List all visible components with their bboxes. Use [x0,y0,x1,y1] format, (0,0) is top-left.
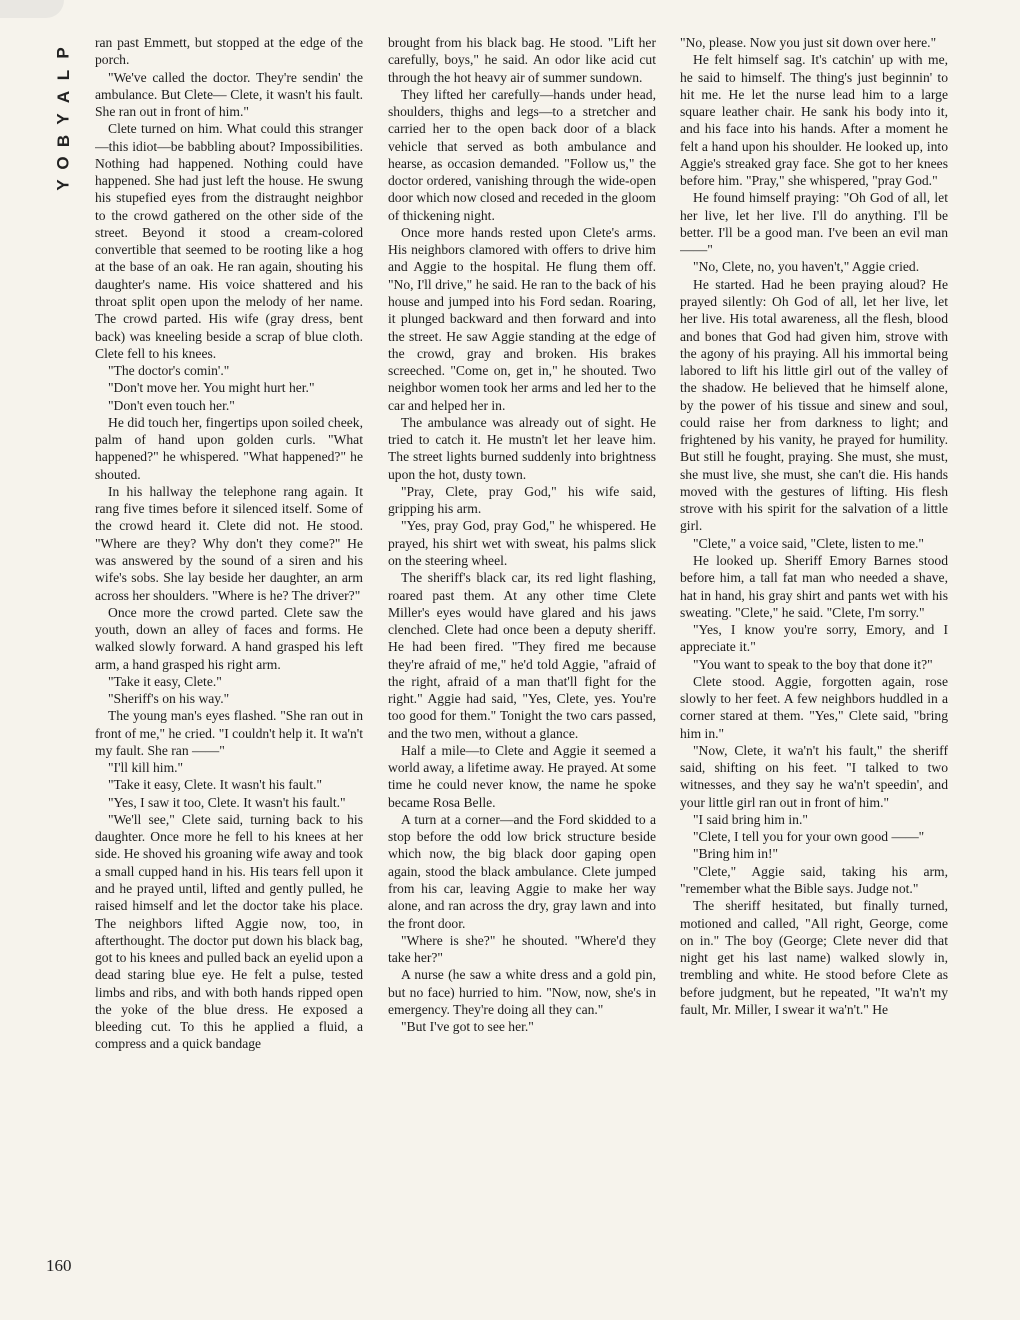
body-paragraph: "No, Clete, no, you haven't," Aggie cried. [693,259,920,275]
body-paragraph: Clete stood. Aggie, forgotten again, rose slowly to her feet. A few neighbors huddled in a corner stared at them. "Yes," Clete said, "bring him in." [680,673,948,741]
page-number: 160 [46,1256,72,1275]
body-paragraph: "We'll see," Clete said, turning back to his daughter. Once more he fell to his knees at her side. He shoved his groaning wife away and took a small cupped hand in his. His tears fell upon it and he prayed until, lifted and gently pulled, he raised himself and let the doctor take his place. The neighbors lifted Aggie now, too, in afterthought. The doctor put down his black bag, got to his knees and pulled back an eyelid upon a dead staring blue eye. He felt a pulse, tested limbs and ribs, and with both hands ripped open the yoke of the blue dress. He exposed a bleeding cut. To this he applied a fluid, a compress and a quick bandage [95,811,363,1052]
body-paragraph: "Pray, Clete, pray God," his wife said, gripping his arm. [388,483,656,517]
body-paragraph: "We've called the doctor. They're sendin' the ambulance. But Clete— Clete, it wasn't his fault. She ran out in front of him." [95,69,363,120]
body-paragraph: The sheriff hesitated, but finally turned, motioned and called, "All right, George, come on in." The boy (George; Clete never did that night get his last name) walked slowly in, trembling and white. He stood before Clete as before judgment, but he repeated, "It wa'n't my fault, Mr. Miller, I swear it wa'n't." He [680,898,948,1017]
body-paragraph: "Yes, pray God, pray God," he whispered. He prayed, his shirt wet with sweat, his palms slick on the steering wheel. [388,518,656,568]
body-paragraph: Half a mile—to Clete and Aggie it seemed a world away, a lifetime away. He prayed. At some time he could never know, the name he spoke became Rosa Belle. [388,742,656,810]
body-paragraph: They lifted her carefully—hands under head, shoulders, thighs and legs—to a stretcher and carried her to the open back door of a black vehicle that served as both ambulance and hearse, as occasion demanded. "Follow us," the doctor ordered, vanishing through the wide-open door which now closed and receded in the gloom of thickening night. [388,86,656,223]
body-paragraph: "Clete," Aggie said, taking his arm, "remember what the Bible says. Judge not." [680,863,948,897]
masthead-letter: B [54,134,73,148]
body-paragraph: "I said bring him in." [693,811,808,827]
body-paragraph: The young man's eyes flashed. "She ran out in front of me," he cried. "I couldn't help it. It wa'n't my fault. She ran ——" [95,708,363,758]
text-column-1 [95,34,363,1284]
body-paragraph: "No, please. Now you just sit down over here." [680,35,937,50]
body-paragraph: "You want to speak to the boy that done it?" [693,656,933,672]
body-paragraph: "Where is she?" he shouted. "Where'd they take her?" [388,932,656,966]
masthead-letter: Y [54,179,73,191]
body-paragraph: In his hallway the telephone rang again. It rang five times before it silenced itself. Some of the crowd heard it. Clete did not. He stood. "Where are they? Why don't they come?" He was answered by the sound of a siren and his wife's sobs. She lay beside her daughter, an arm across her shoulders. "Where is he? The driver?" [95,483,363,603]
body-paragraph: "The doctor's comin'." [108,363,230,379]
body-paragraph: "Yes, I know you're sorry, Emory, and I appreciate it." [680,622,948,655]
body-paragraph: brought from his black bag. He stood. "Lift her carefully, boys," he said. An odor like acid cut through the hot heavy air of summer sundown. [388,35,656,85]
corner-decoration [0,0,64,18]
body-paragraph: He started. Had he been praying aloud? He prayed silently: Oh God of all, let her live, let her live. His total awareness, all the flesh, blood and bones that God had given him, strove with the agony of his praying. All his immortal being labored to lift his little girl out of the valley of the shadow. He believed that he himself alone, by the power of his tissue and sinew and soul, could raise her from darkness to light; and frightened by his vanity, he prayed for humility. But still he fought, praying. She must, she must, she must live, she must, she can't die. His hands moved with the gestures of lifting. His flesh strove with his spirit for the salvation of a little girl. [680,276,948,534]
body-paragraph: "Yes, I saw it too, Clete. It wasn't his fault." [108,794,346,810]
body-paragraph: "Take it easy, Clete." [108,673,222,689]
body-paragraph: He did touch her, fingertips upon soiled cheek, palm of hand upon golden curls. "What happened?" he whispered. "What happened?" he shouted. [95,414,363,482]
body-paragraph: "Clete," a voice said, "Clete, listen to me." [693,535,924,551]
body-paragraph: "Sheriff's on his way." [108,691,230,707]
body-paragraph: Once more the crowd parted. Clete saw the youth, down an alley of faces and forms. He walked slowly forward. A hand grasped his left arm, a hand grasped his right arm. [95,604,363,672]
body-paragraph: "Bring him in!" [693,846,779,862]
body-paragraph: Clete turned on him. What could this stranger—this idiot—be babbling about? Impossibilities. Nothing had happened. Nothing could have happened. She had just left the house. He swung his stupefied eyes from the distraught neighbor to the crowd gathered on the other side of the street. Beyond it stood a cream-colored convertible that seemed to be rooting like a hog at the base of an oak. He ran again, shouting his daughter's name. His voice shattered and his throat split open upon the melody of her name. The crowd parted. His wife (gray dress, bent back) was kneeling beside a scrap of blue cloth. Clete fell to his knees. [95,121,363,361]
masthead-letter: O [53,156,73,170]
body-paragraph: "Clete, I tell you for your own good ——" [693,829,925,845]
body-paragraph: "Don't even touch her." [108,397,235,413]
body-paragraph: ran past Emmett, but stopped at the edge of the porch. [95,35,363,68]
masthead-text [64,42,65,43]
body-paragraph: A nurse (he saw a white dress and a gold pin, but no face) hurried to him. "Now, now, she's in emergency. They're doing all they can." [388,967,656,1017]
body-paragraph: The ambulance was already out of sight. He tried to catch it. He mustn't let her leave him. The street lights burned suddenly into brightness upon the hot, dusty town. [388,414,656,482]
body-paragraph: Once more hands rested upon Clete's arms. His neighbors clamored with offers to drive him and Aggie to the hospital. He flung them off. "No, I'll drive," he said. He ran to the back of his house and jumped into his Ford sedan. Roaring, it plunged backward and then forward and into the street. He saw Aggie standing at the edge of the crowd, gray and broken. His brakes screeched. "Come on, get in," he shouted. Two neighbor women took her arms and led her to the car and helped her in. [388,224,656,413]
body-paragraph: "I'll kill him." [108,760,184,776]
masthead-letter: Y [54,113,73,125]
body-paragraph: He looked up. Sheriff Emory Barnes stood before him, a tall fat man who needed a shave, hat in hand, his gray shirt and pants wet with his sweating. "Clete," he said. "Clete, I'm sorry." [680,552,948,620]
body-paragraph: A turn at a corner—and the Ford skidded to a stop before the odd low brick structure beside which now, the big black door gaping open again, stood the black ambulance. Clete jumped from his car, leaving Aggie to make her way alone, and ran across the dry, gray lawn and into the front door. [388,811,656,931]
masthead-letter: L [53,69,73,81]
masthead-letter: A [54,90,73,104]
body-paragraph: "Now, Clete, it wa'n't his fault," the sheriff said, shifting on his feet. "I talked to two witnesses, and they say he wa'n't speedin', and your little girl ran out in front of him." [680,742,948,810]
body-paragraph: "Take it easy, Clete. It wasn't his fault." [108,777,323,793]
masthead-letter: P [54,47,73,59]
body-paragraph: He found himself praying: "Oh God of all, let her live, let her live. I'll do anything. I'll be better. I'll be a good man. I've been an evil man ——" [680,190,948,258]
body-paragraph: He felt himself sag. It's catchin' up with me, he said to himself. The thing's just beginnin' to hit me. He let the nurse lead him to a large square leather chair. He sank his body into it, and his face into his hands. After a moment he felt a hand upon his shoulder. He looked up, into Aggie's streaked gray face. She got to her knees before him. "Pray," she whispered, "pray God." [680,52,948,189]
body-paragraph: "But I've got to see her." [401,1019,534,1035]
text-column-3 [680,34,948,1284]
text-column-2 [388,34,656,1284]
body-paragraph: "Don't move her. You might hurt her." [108,380,315,396]
body-paragraph: The sheriff's black car, its red light flashing, roared past them. At any other time Clete Miller's eyes would have glared and his jaws clenched. Clete had once been a deputy sheriff. He had been fired. "They fired me because they're afraid of me," he'd told Aggie, "afraid of the right, afraid of a man that'll fight for the right." Aggie had said, "Yes, Clete, yes. You're too good for them." Tonight the two cars passed, and the two men, without a glance. [388,570,656,741]
magazine-masthead [50,42,78,196]
